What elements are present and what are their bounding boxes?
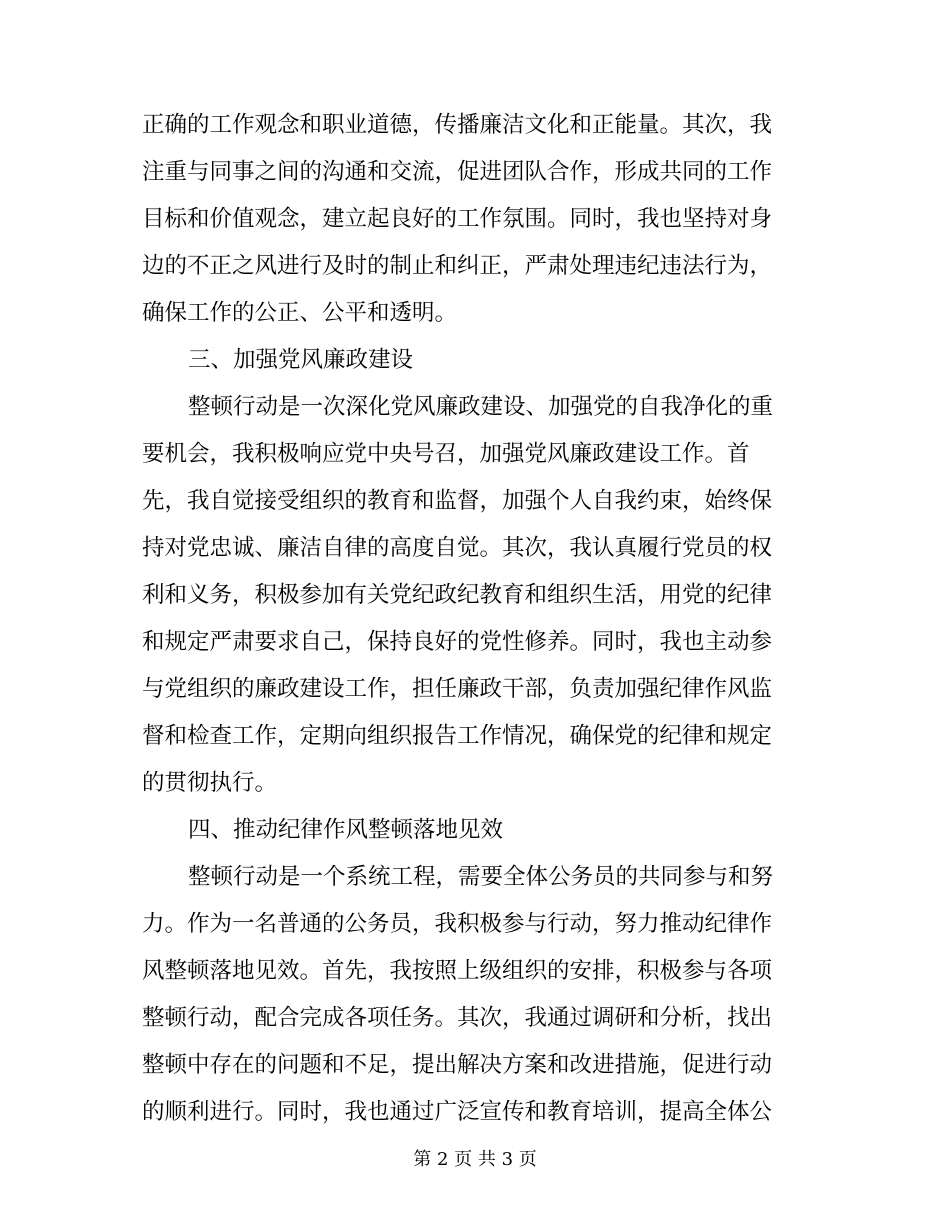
text-line: 和规定严肃要求自己，保持良好的党性修养。同时，我也主动参 [142,629,773,655]
text-line: 四、推动纪律作风整顿落地见效 [188,817,504,843]
text-line: 确保工作的公正、公平和透明。 [142,300,458,326]
text-line: 三、加强党风廉政建设 [188,347,414,373]
text-line: 目标和价值观念，建立起良好的工作氛围。同时，我也坚持对身 [142,206,773,232]
text-line: 的贯彻执行。 [142,770,278,796]
text-line: 要机会，我积极响应党中央号召，加强党风廉政建设工作。首 [142,441,750,467]
text-line: 整顿行动，配合完成各项任务。其次，我通过调研和分析，找出 [142,1005,773,1031]
text-line: 注重与同事之间的沟通和交流，促进团队合作，形成共同的工作 [142,159,773,185]
text-line: 的顺利进行。同时，我也通过广泛宣传和教育培训，提高全体公 [142,1099,773,1125]
text-line: 整顿中存在的问题和不足，提出解决方案和改进措施，促进行动 [142,1052,773,1078]
text-line: 持对党忠诚、廉洁自律的高度自觉。其次，我认真履行党员的权 [142,535,773,561]
text-line: 整顿行动是一个系统工程，需要全体公务员的共同参与和努 [188,864,774,890]
text-line: 边的不正之风进行及时的制止和纠正，严肃处理违纪违法行为， [142,253,773,279]
page-footer: 第 2 页 共 3 页 [413,1149,537,1170]
text-line: 整顿行动是一次深化党风廉政建设、加强党的自我净化的重 [188,394,774,420]
document-body [142,102,807,1136]
text-line: 与党组织的廉政建设工作，担任廉政干部，负责加强纪律作风监 [142,676,773,702]
text-line: 利和义务，积极参加有关党纪政纪教育和组织生活，用党的纪律 [142,582,773,608]
text-line: 正确的工作观念和职业道德，传播廉洁文化和正能量。其次，我 [142,112,773,138]
text-line: 督和检查工作，定期向组织报告工作情况，确保党的纪律和规定 [142,723,773,749]
text-line: 先，我自觉接受组织的教育和监督，加强个人自我约束，始终保 [142,488,773,514]
text-line: 风整顿落地见效。首先，我按照上级组织的安排，积极参与各项 [142,958,773,984]
text-line: 力。作为一名普通的公务员，我积极参与行动，努力推动纪律作 [142,911,773,937]
